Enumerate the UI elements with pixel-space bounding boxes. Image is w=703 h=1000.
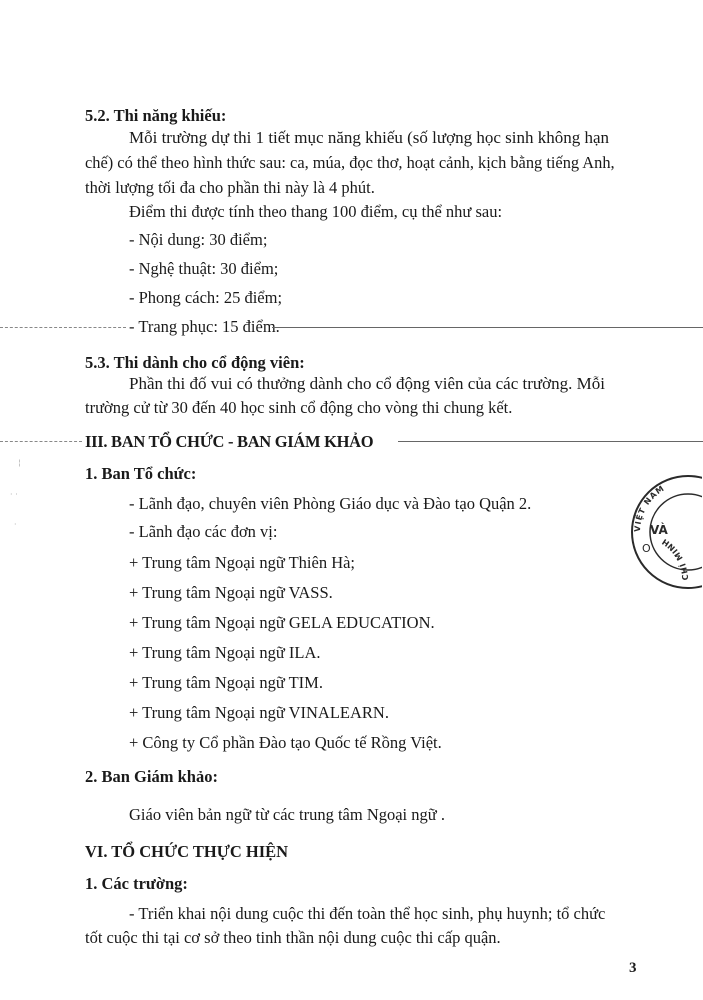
subsection-heading: 1. Các trường: — [85, 874, 188, 893]
list-item: + Trung tâm Ngoại ngữ VASS. — [129, 583, 333, 602]
paragraph-line: Phần thi đố vui có thưởng dành cho cổ động viên của các trường. Mỗi — [129, 374, 605, 393]
scan-speck: · — [14, 520, 17, 529]
subsection-heading: 2. Ban Giám khảo: — [85, 767, 218, 786]
paragraph-line: tốt cuộc thi tại cơ sở theo tinh thần nội dung cuộc thi cấp quận. — [85, 928, 501, 947]
paragraph-line: trường cử từ 30 đến 40 học sinh cổ động cho vòng thi chung kết. — [85, 398, 513, 417]
subsection-heading: 1. Ban Tổ chức: — [85, 464, 197, 483]
list-item: + Trung tâm Ngoại ngữ ILA. — [129, 643, 321, 662]
scan-line — [398, 441, 703, 442]
list-item: - Lãnh đạo, chuyên viên Phòng Giáo dục và Đào tạo Quận 2. — [129, 494, 532, 513]
list-item: + Trung tâm Ngoại ngữ GELA EDUCATION. — [129, 613, 435, 632]
list-item: + Công ty Cổ phần Đào tạo Quốc tế Rồng Việt. — [129, 733, 442, 752]
seal-arc-text: CHÍ MINH — [659, 536, 691, 581]
scan-speck: ¦ — [18, 458, 21, 467]
list-item: - Lãnh đạo các đơn vị: — [129, 522, 278, 541]
paragraph-line: Mỗi trường dự thi 1 tiết mục năng khiếu (số lượng học sinh không hạn — [129, 128, 610, 147]
scan-line — [272, 327, 703, 328]
list-item: + Trung tâm Ngoại ngữ VINALEARN. — [129, 703, 389, 722]
list-item: + Trung tâm Ngoại ngữ TIM. — [129, 673, 323, 692]
svg-text:CHÍ MINH — [660, 536, 690, 580]
seal-icon — [628, 472, 702, 592]
paragraph-line: Điểm thi được tính theo thang 100 điểm, cụ thể như sau: — [129, 202, 503, 221]
page-number: 3 — [629, 960, 637, 976]
section-5-3-heading: 5.3. Thi dành cho cổ động viên: — [85, 353, 305, 372]
section-3-heading: III. BAN TỔ CHỨC - BAN GIÁM KHẢO — [85, 432, 374, 451]
paragraph-line: chế) có thể theo hình thức sau: ca, múa, đọc thơ, hoạt cảnh, kịch bằng tiếng Anh, — [85, 153, 615, 172]
list-item: - Phong cách: 25 điểm; — [129, 288, 283, 307]
seal-text: O — [642, 542, 651, 555]
scan-line — [0, 327, 126, 328]
scan-speck: · · — [10, 490, 18, 499]
list-item: - Nội dung: 30 điểm; — [129, 230, 268, 249]
paragraph-line: thời lượng tối đa cho phần thi này là 4 phút. — [85, 178, 375, 197]
section-6-heading: VI. TỔ CHỨC THỰC HIỆN — [85, 842, 289, 861]
list-item: - Nghệ thuật: 30 điểm; — [129, 259, 279, 278]
section-5-2-heading: 5.2. Thi năng khiếu: — [85, 106, 227, 125]
paragraph-line: - Triển khai nội dung cuộc thi đến toàn thể học sinh, phụ huynh; tổ chức — [129, 904, 606, 923]
scan-line — [0, 441, 82, 442]
list-item: - Trang phục: 15 điểm. — [129, 317, 280, 336]
official-seal — [628, 472, 702, 592]
seal-text: VÀ — [650, 523, 668, 537]
paragraph-line: Giáo viên bản ngữ từ các trung tâm Ngoại ngữ . — [129, 805, 445, 824]
list-item: + Trung tâm Ngoại ngữ Thiên Hà; — [129, 553, 356, 572]
seal-arc-text: VIỆT NAM — [632, 483, 667, 533]
